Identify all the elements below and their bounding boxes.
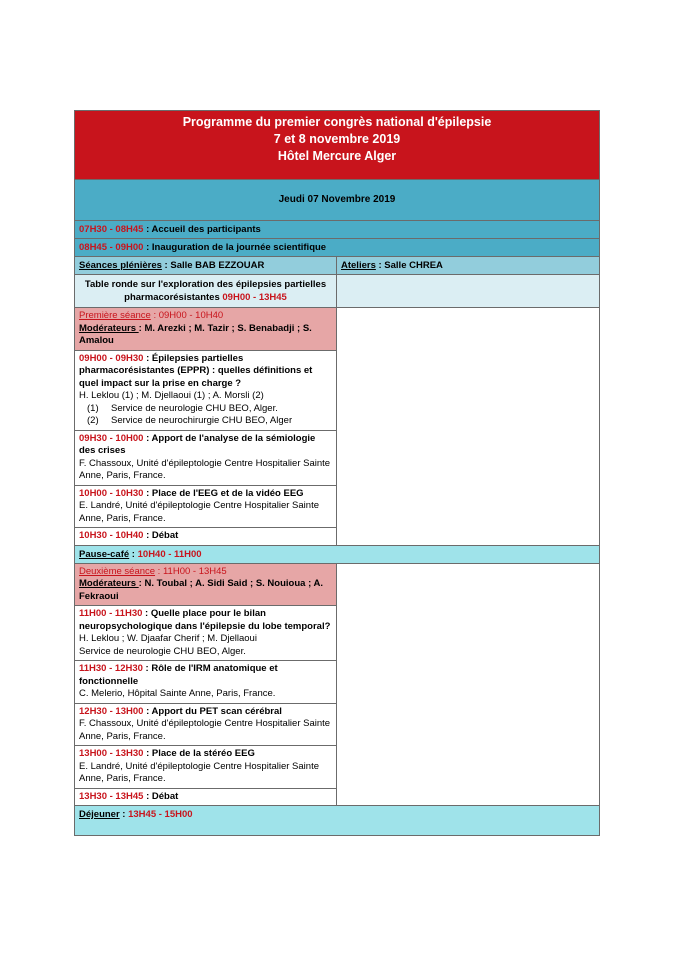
table-ronde-time: 09H00 - 13H45 — [222, 292, 287, 303]
moderators-label: Modérateurs — [79, 322, 139, 334]
talk — [75, 486, 336, 529]
talk — [75, 746, 336, 789]
table-ronde-text: Table ronde sur l'exploration des épilepsies partielles pharmacorésistantes — [84, 279, 327, 303]
session-1-right — [337, 308, 599, 545]
talk-title: : Apport du PET scan cérébral — [143, 705, 282, 717]
sep: : — [155, 565, 163, 577]
talk-authors: E. Landré, Unité d'épileptologie Centre Hospitalier Sainte Anne, Paris, France. — [79, 760, 319, 784]
room-ateliers — [337, 257, 599, 274]
talk-authors: E. Landré, Unité d'épileptologie Centre Hospitalier Sainte Anne, Paris, France. — [79, 500, 319, 524]
room-ateliers-value: : Salle CHREA — [375, 260, 443, 271]
session-2-label: Deuxième séance — [79, 565, 156, 577]
talk-title: : Place de l'EEG et de la vidéo EEG — [143, 487, 304, 499]
moderators-names: : M. Arezki ; M. Tazir ; S. Benabadji ; S. Amalou — [79, 322, 312, 346]
aff-num: (2) — [87, 415, 99, 426]
talk-time: 10H30 - 10H40 — [79, 530, 144, 541]
moderators-label: Modérateurs — [79, 578, 139, 589]
session-1 — [75, 308, 599, 546]
session-1-header: Première séance : 09H00 - 10H40 Modérateurs : M. Arezki ; M. Tazir ; S. Benabadji ; S. Amalou — [75, 308, 336, 351]
rooms-row — [75, 257, 599, 275]
session-1-label: Première séance — [79, 310, 151, 321]
program-venue: Hôtel Mercure Alger — [277, 149, 397, 163]
talk-authors: F. Chassoux, Unité d'épileptologie Centre Hospitalier Sainte Anne, Paris, France. — [79, 718, 331, 742]
dejeuner-label: Déjeuner — [79, 809, 120, 820]
talk-time: 11H00 - 11H30 — [79, 608, 143, 619]
room-plenary-label: Séances plénières — [79, 260, 162, 271]
session-1-time: 09H00 - 10H40 — [158, 310, 224, 321]
aff-text: Service de neurochirurgie CHU BEO, Alger — [111, 415, 293, 426]
table-ronde-right — [337, 275, 599, 307]
text-accueil: Accueil des participants — [151, 224, 261, 235]
talk-title: : Place de la stéréo EEG — [143, 748, 255, 759]
session-2-left — [75, 564, 337, 806]
sep: : — [129, 548, 138, 560]
talk-authors: F. Chassoux, Unité d'épileptologie Centre Hospitalier Sainte Anne, Paris, France. — [79, 457, 331, 481]
time-accueil: 07H30 - 08H45 — [79, 224, 144, 235]
talk-title: : Épilepsies partielles pharmacorésistantes (EPPR) : quelles définitions et quel impact sur la prise en charge ? — [79, 352, 313, 389]
talk-title: : Rôle de l'IRM anatomique et fonctionnelle — [79, 663, 278, 687]
session-2 — [75, 564, 599, 807]
session-2-right — [337, 564, 599, 806]
talk — [75, 351, 336, 431]
aff-text: Service de neurologie CHU BEO, Alger. — [111, 402, 278, 414]
text-inauguration: Inauguration de la journée scientifique — [151, 242, 327, 253]
program-header — [75, 111, 599, 180]
program-table — [74, 110, 600, 836]
sep: : — [119, 809, 129, 820]
room-plenary-value: : Salle BAB EZZOUAR — [161, 260, 265, 271]
session-1-left — [75, 308, 337, 545]
talk-authors: H. Leklou ; W. Djaafar Cherif ; M. Djellaoui — [79, 633, 257, 644]
row-accueil — [75, 221, 599, 239]
talk — [75, 528, 336, 545]
talk — [75, 431, 336, 486]
day-title: Jeudi 07 Novembre 2019 — [75, 180, 599, 221]
program-dates: 7 et 8 novembre 2019 — [273, 132, 401, 146]
talk — [75, 789, 336, 806]
talk-title: : Débat — [143, 790, 179, 802]
talk-affiliation: Service de neurologie CHU BEO, Alger. — [79, 645, 246, 657]
session-2-time: 11H00 - 13H45 — [162, 565, 227, 577]
talk-time: 13H00 - 13H30 — [79, 748, 144, 759]
row-dejeuner — [75, 806, 599, 835]
talk-title: : Débat — [143, 530, 179, 541]
sep: : — [143, 224, 152, 235]
session-2-header — [75, 564, 336, 607]
affiliation-1 — [79, 403, 332, 416]
pause-time: 10H40 - 11H00 — [137, 548, 202, 560]
talk — [75, 661, 336, 704]
time-inauguration: 08H45 - 09H00 — [79, 242, 144, 253]
moderators-names: : N. Toubal ; A. Sidi Said ; S. Nouioua ; A. Fekraoui — [79, 578, 324, 602]
talk-title: : Quelle place pour le bilan neuropsychologique dans l'épilepsie du lobe temporal? — [79, 608, 331, 632]
talk — [75, 704, 336, 747]
table-ronde-row — [75, 275, 599, 308]
talk-time: 12H30 - 13H00 — [79, 705, 144, 717]
aff-num: (1) — [87, 402, 99, 414]
program-title: Programme du premier congrès national d'épilepsie — [182, 115, 492, 129]
row-pause — [75, 546, 599, 564]
pause-label: Pause-café — [79, 548, 130, 560]
row-inauguration — [75, 239, 599, 257]
talk-time: 09H30 - 10H00 — [79, 432, 144, 444]
talk — [75, 606, 336, 661]
talk-time: 11H30 - 12H30 — [79, 663, 143, 674]
talk-time: 10H00 - 10H30 — [79, 487, 144, 499]
talk-time: 09H00 - 09H30 — [79, 352, 144, 364]
talk-authors: C. Melerio, Hôpital Sainte Anne, Paris, France. — [79, 688, 276, 699]
sep: : — [143, 242, 152, 253]
talk-title: : Apport de l'analyse de la sémiologie des crises — [79, 432, 316, 456]
room-plenary — [75, 257, 337, 274]
table-ronde — [75, 275, 337, 307]
affiliation-2 — [79, 415, 332, 428]
dejeuner-time: 13H45 - 15H00 — [128, 809, 193, 820]
room-ateliers-label: Ateliers — [341, 260, 376, 271]
talk-authors: H. Leklou (1) ; M. Djellaoui (1) ; A. Morsli (2) — [79, 390, 264, 401]
talk-time: 13H30 - 13H45 — [79, 790, 144, 802]
